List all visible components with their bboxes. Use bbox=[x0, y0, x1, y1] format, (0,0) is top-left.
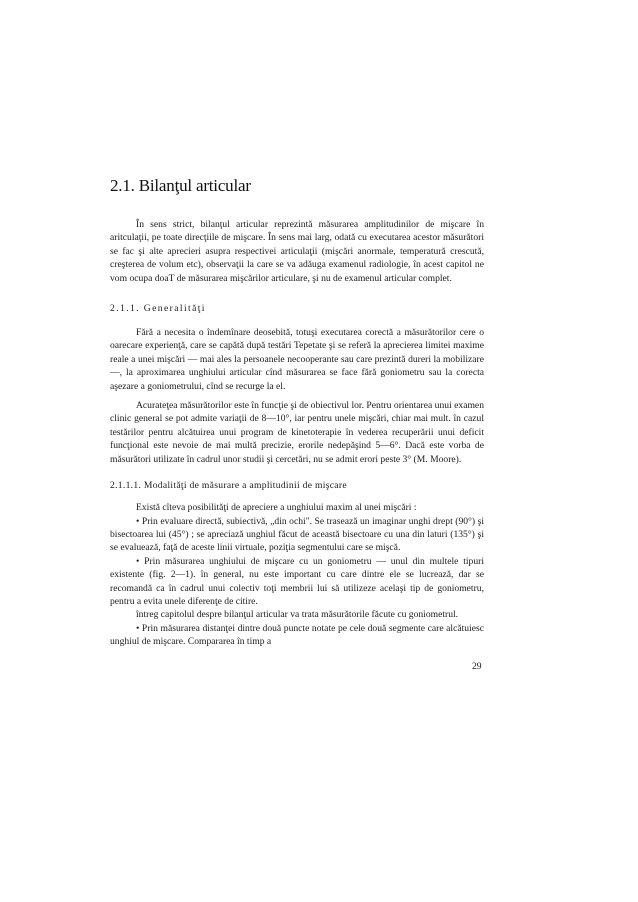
subsection-heading-modalitati: 2.1.1.1. Modalităţi de măsurare a amplitudinii de mişcare bbox=[110, 480, 347, 492]
page-number: 29 bbox=[472, 661, 482, 672]
modalitati-paragraph-5: • Prin măsurarea distanţei dintre două puncte notate pe cele două segmente care alcătuiesc unghiul de mişcare. Compararea în timp a bbox=[110, 622, 484, 648]
modalitati-paragraph-1: Există cîteva posibilităţi de apreciere a unghiului maxim al unei mişcări : bbox=[136, 502, 417, 514]
modalitati-paragraph-2: • Prin evaluare directă, subiectivă, „din ochi". Se trasează un imaginar unghi drept (90°) şi bisectoarea lui (45°) ; se apreciază unghiul făcut de această bisectoare cu una din laturi (135°) şi se evaluează, faţă de aceste linii virtuale, poziţia segmentului care se mişcă. bbox=[110, 515, 484, 554]
generalitati-paragraph-2: Acurateţea măsurătorilor este în funcţie şi de obiectivul lor. Pentru orientarea unui examen clinic general se pot admite variaţii de 8—10°, iar pentru unele mişcări, chiar mai mult. în cazul testărilor pentru alcătuirea unui program de kinetoterapie în vederea recuperării unui deficit funcţional este nevoie de mai multă precizie, erorile nedepăşind 5—6°. Dacă este vorba de măsurători utilizate în cadrul unor studii şi cercetări, nu se admit erori peste 3° (M. Moore). bbox=[110, 400, 484, 465]
intro-paragraph: În sens strict, bilanţul articular reprezintă măsurarea amplitudinilor de mişcare în aritculaţii, pe toate direcţiile de mişcare. În sens mai larg, odată cu executarea acestor măsurători se fac şi alte aprecieri asupra respectivei articulaţii (mişcări anormale, temperatură crescută, creşterea de volum etc), observaţii la care se va adăuga examenul radiologie, în acest capitol ne vom ocupa doaT de măsurarea mişcărilor articulare, şi nu de examenul articular complet. bbox=[110, 219, 484, 284]
page-content bbox=[110, 176, 484, 649]
section-title: 2.1. Bilanţul articular bbox=[110, 176, 251, 195]
modalitati-paragraph-3: • Prin măsurarea unghiului de mişcare cu un goniometru — unul din multele tipuri existente (fig. 2—1). în general, nu este important cu care dintre ele se lucrează, dar se recomandă ca în cadrul unui colectiv toţi membrii lui să utilizeze acelaşi tip de goniometru, pentru a evita unele diferenţe de citire. bbox=[110, 555, 484, 607]
subsection-heading-generalitati: 2.1.1. Generalităţi bbox=[110, 303, 206, 315]
modalitati-paragraph-4: întreg capitolul despre bilanţul articular va trata măsurătorile făcute cu goniometrul. bbox=[136, 609, 459, 621]
generalitati-paragraph-1: Fără a necesita o îndemînare deosebită, totuşi executarea corectă a măsurătorilor cere o oarecare experienţă, care se capătă după testări Tepetate şi se referă la aprecierea limitei maxime reale a unei mişcări — mai ales la persoanele necooperante sau care prezintă dureri la mobilizare —, la aproximarea unghiului articular cînd măsurarea se face fără goniometru sau la corecta aşezare a goniometrului, cînd se recurge la el. bbox=[110, 327, 484, 392]
